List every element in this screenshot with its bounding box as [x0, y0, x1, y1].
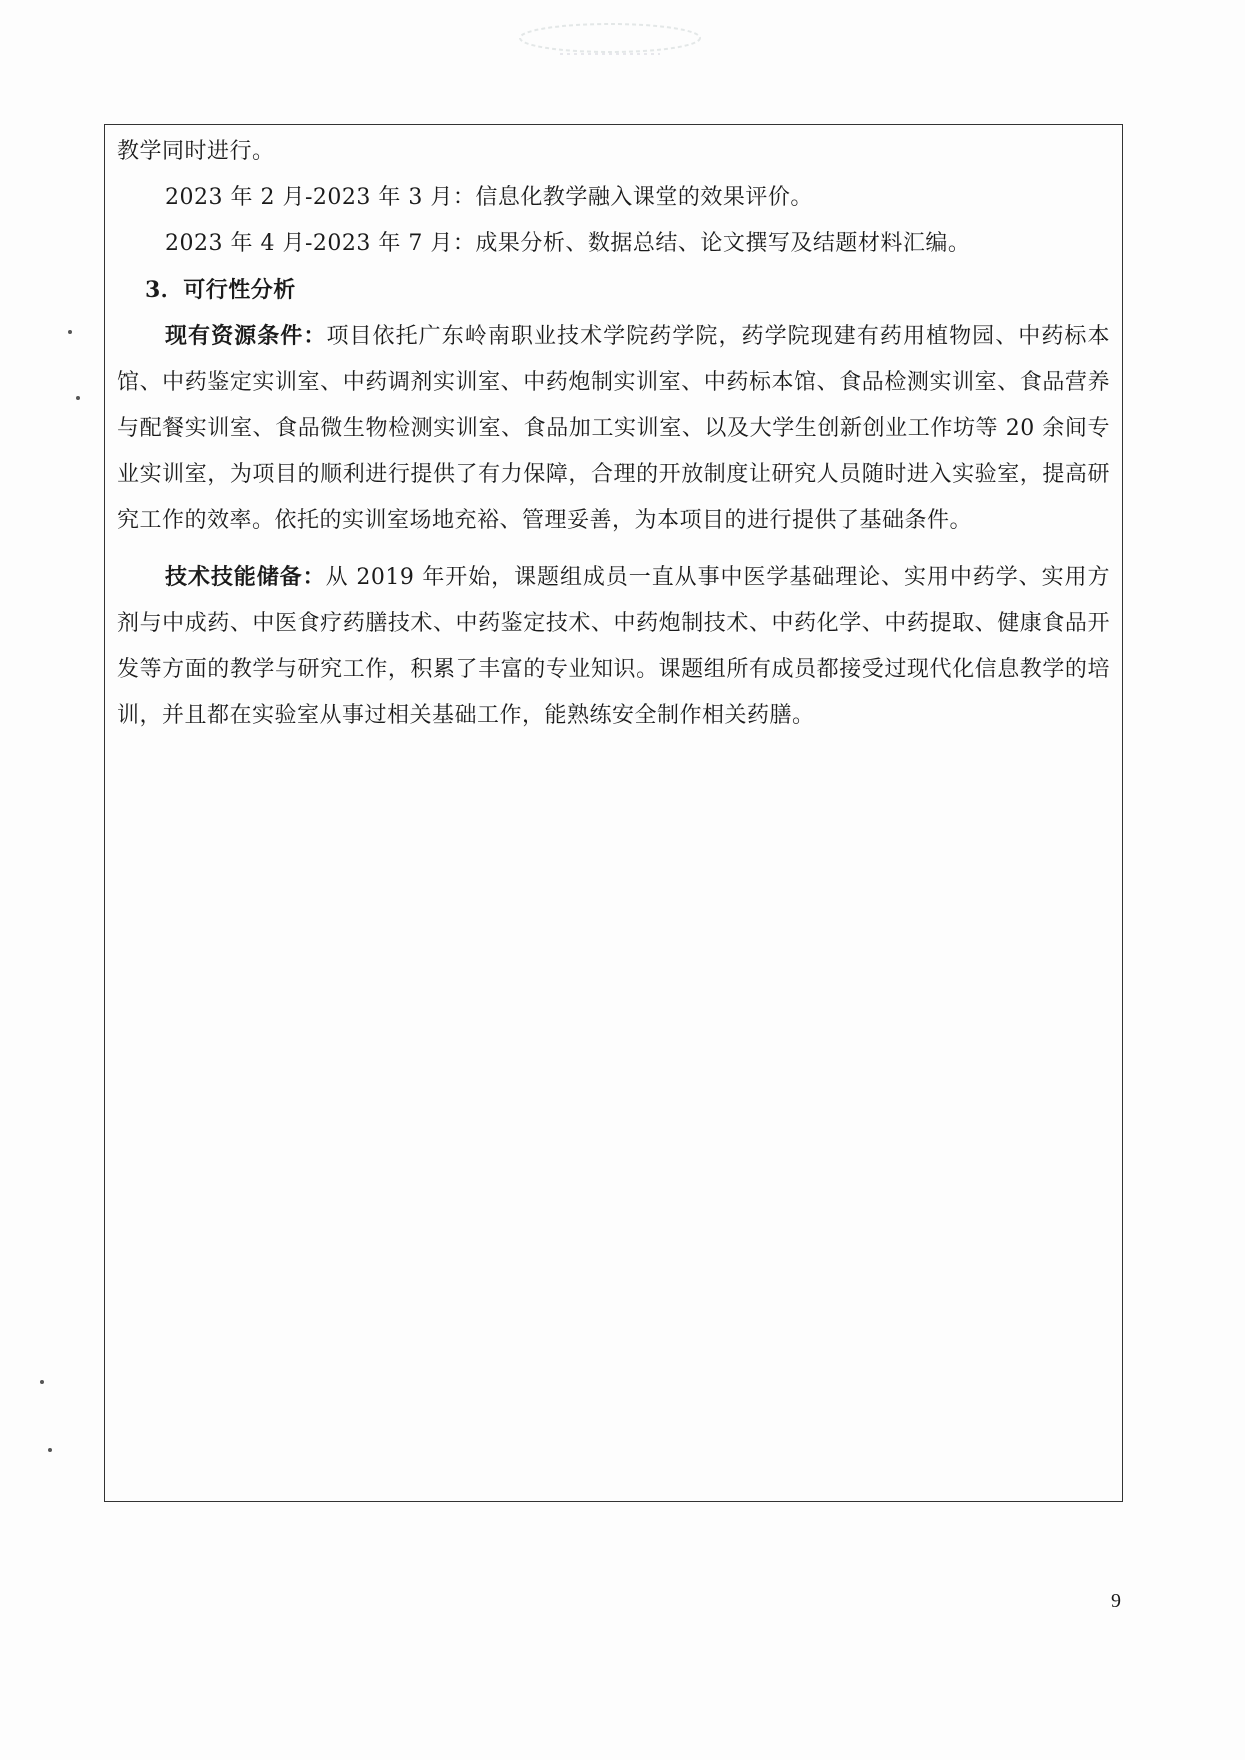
section-heading: 3．可行性分析: [145, 277, 296, 303]
schedule-line: 2023 年 4 月-2023 年 7 月：成果分析、数据总结、论文撰写及结题材料汇编。: [165, 231, 971, 256]
scan-speck: [76, 396, 80, 400]
content-table-cell: [104, 124, 1123, 1502]
scan-speck: [40, 1380, 44, 1384]
document-body: [117, 129, 1110, 739]
paragraph-label: 现有资源条件：: [165, 323, 327, 349]
paragraph-label: 技术技能储备：: [165, 564, 326, 590]
resource-paragraph: [117, 313, 1110, 544]
skills-paragraph: [117, 554, 1110, 739]
scan-speck: [48, 1448, 52, 1452]
paragraph-text: 项目依托广东岭南职业技术学院药学院，药学院现建有药用植物园、中药标本馆、中药鉴定实训室、中药调剂实训室、中药炮制实训室、中药标本馆、食品检测实训室、食品营养与配餐实训室、食品微生物检测实训室、食品加工实训室、以及大学生创新创业工作坊等 20 余间专业实训室，为项目的顺利进行提供了有力保障，合理的开放制度让研究人员随时进入实验室，提高研究工作的效率。依托的实训室场地充裕、管理妥善，为本项目的进行提供了基础条件。: [117, 324, 1110, 533]
page-number: 9: [1111, 1590, 1121, 1612]
scan-speck: [68, 330, 72, 334]
faint-stamp-mark: [490, 10, 730, 70]
schedule-line: 2023 年 2 月-2023 年 3 月：信息化教学融入课堂的效果评价。: [165, 185, 813, 210]
paragraph-text: 从 2019 年开始，课题组成员一直从事中医学基础理论、实用中药学、实用方剂与中成药、中医食疗药膳技术、中药鉴定技术、中药炮制技术、中药化学、中药提取、健康食品开发等方面的教学与研究工作，积累了丰富的专业知识。课题组所有成员都接受过现代化信息教学的培训，并且都在实验室从事过相关基础工作，能熟练安全制作相关药膳。: [117, 565, 1110, 728]
text-line: 教学同时进行。: [117, 139, 275, 164]
